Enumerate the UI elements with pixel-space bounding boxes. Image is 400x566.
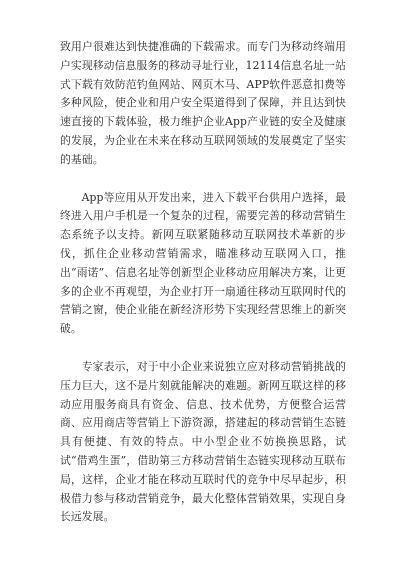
paragraph-1: 致用户很难达到快捷准确的下载需求。而专门为移动终端用户实现移动信息服务的移动寻址行业，12114信息名址一站式下载有效防范钓鱼网站、网页木马、APP软件恶意扣费等多种风险，使企业和用户安全渠道得到了保障，并且达到快速直接的下载体验，极力维护企业App产业链的安全及健康的发展，为企业在未来在移动互联网领域的发展奠定了坚实的基础。 <box>60 40 346 166</box>
paragraph-2: App等应用从开发出来，进入下载平台供用户选择，最终进入用户手机是一个复杂的过程，需要完善的移动营销生态系统予以支持。新网互联紧随移动互联网技术革新的步伐，抓住企业移动营销需求，瞄准移动互联网入口，推出“雨诺”、信息名址等创新型企业移动应用解决方案，让更多的企业不再观望，为企业打开一扇通往移动互联网时代的营销之窗，使企业能在新经济形势下实现经营思维上的新突破。 <box>60 190 346 336</box>
paragraph-3: 专家表示，对于中小企业来说独立应对移动营销挑战的压力巨大，这不是片刻就能解决的难题。新网互联这样的移动应用服务商具有资金、信息、技术优势，方便整合运营商、应用商店等营销上下游资源，搭建起的移动营销生态链具有便捷、有效的特点。中小型企业不妨换换思路，试试“借鸡生蛋”，借助第三方移动营销生态链实现移动互联布局，这样，企业才能在移动互联时代的竞争中尽早起步，积极借力参与移动营销竞争，最大化整体营销效果，实现自身长远发展。 <box>60 359 346 524</box>
